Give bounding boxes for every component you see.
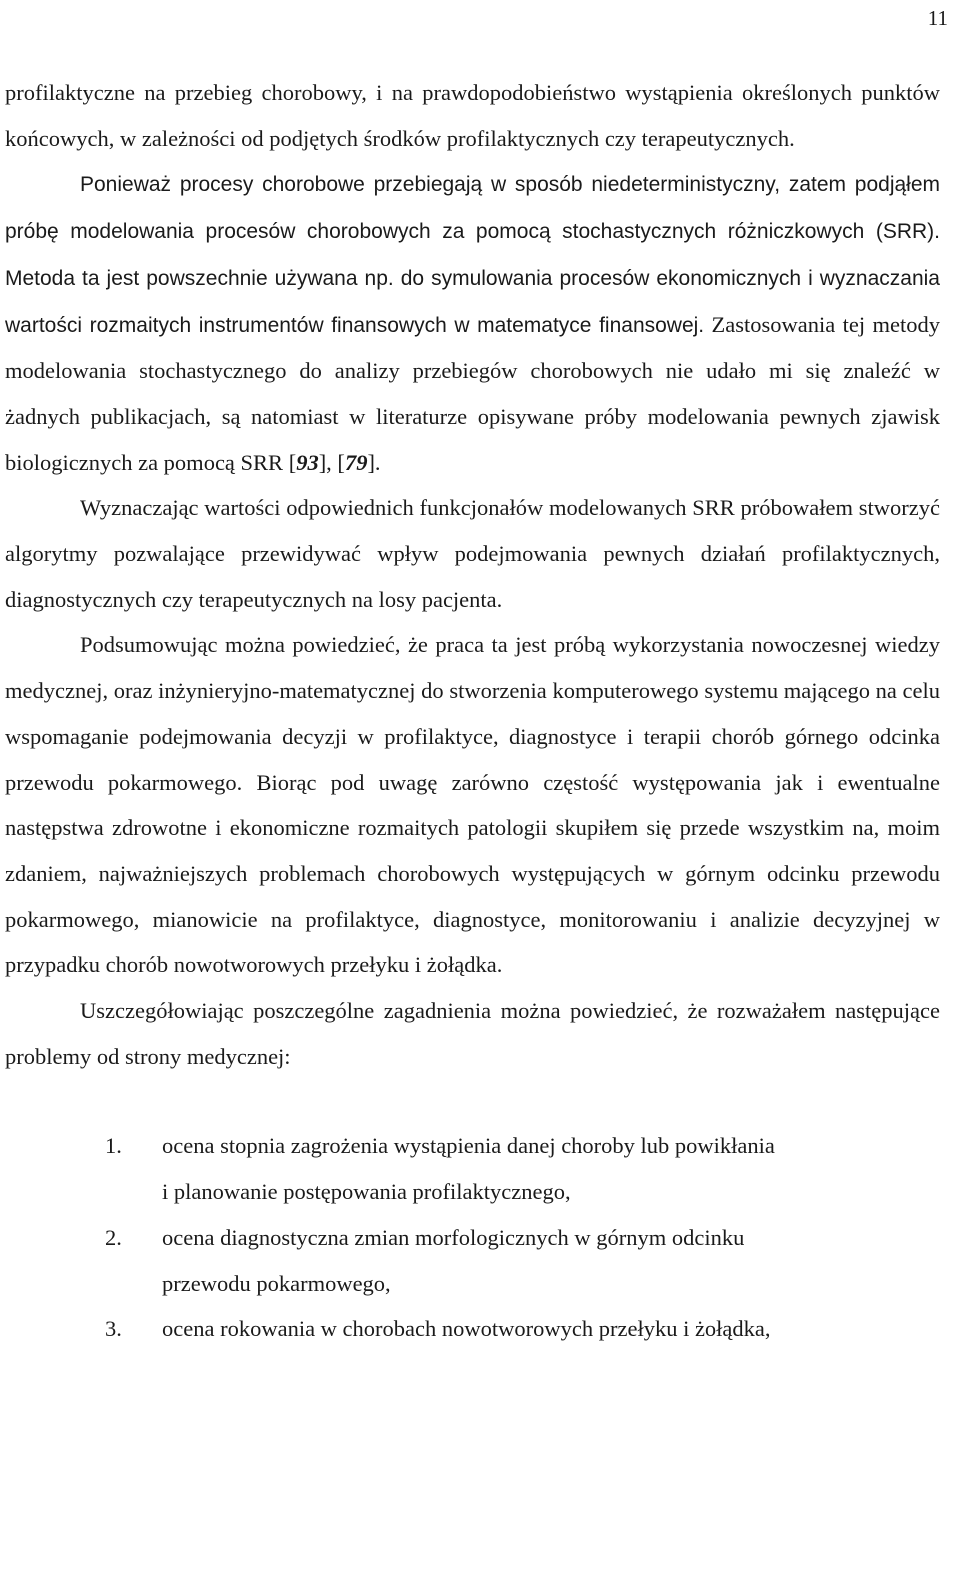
paragraph-continuation: profilaktyczne na przebieg chorobowy, i na prawdopodobieństwo wystąpienia określonych punktów końcowych, w zależności od podjętych środków profilaktycznych czy terapeutycznych. <box>5 80 940 151</box>
list-item <box>5 1123 940 1214</box>
paragraph-srr-method <box>5 161 940 485</box>
page-number: 11 <box>927 6 948 30</box>
document-body <box>5 70 940 1352</box>
list-item-text: ocena rokowania w chorobach nowotworowych przełyku i żołądka, <box>162 1316 771 1342</box>
list-item-number: 1. <box>105 1133 122 1159</box>
citation-end: ]. <box>367 449 381 475</box>
paragraph-summary: Podsumowując można powiedzieć, że praca ta jest próbą wykorzystania nowoczesnej wiedzy medycznej, oraz inżynieryjno-matematycznej do stworzenia komputerowego systemu mającego na celu wspomaganie podejmowania decyzji w profilaktyce, diagnostyce i terapii chorób górnego odcinka przewodu pokarmowego. Biorąc pod uwagę zarówno częstość występowania jak i ewentualne następstwa zdrowotne i ekonomiczne rozmaitych patologii skupiłem się przede wszystkim na, moim zdaniem, najważniejszych problemach chorobowych występujących w górnym odcinku przewodu pokarmowego, mianowicie na profilaktyce, diagnostyce, monitorowaniu i analizie decyzyjnej w przypadku chorób nowotworowych przełyku i żołądka. <box>5 632 940 978</box>
list-item-text: ocena diagnostyczna zmian morfologicznych w górnym odcinku <box>162 1224 745 1250</box>
citation-ref: 93 <box>296 449 319 475</box>
list-item-number: 3. <box>105 1316 122 1342</box>
paragraph-functionals: Wyznaczając wartości odpowiednich funkcjonałów modelowanych SRR próbowałem stworzyć algorytmy pozwalające przewidywać wpływ podejmowania pewnych działań profilaktycznych, diagnostycznych czy terapeutycznych na losy pacjenta. <box>5 495 940 612</box>
list-item-text: przewodu pokarmowego, <box>162 1270 391 1296</box>
list-item <box>5 1215 940 1306</box>
citation-separator: ], [ <box>318 449 345 475</box>
paragraph-problems-intro: Uszczegółowiając poszczególne zagadnienia można powiedzieć, że rozważałem następujące problemy od strony medycznej: <box>5 998 940 1069</box>
spacer <box>5 1079 940 1123</box>
paragraph-srr-method-text: Zastosowania tej metody modelowania stochastycznego do analizy przebiegów chorobowych nie udało mi się znaleźć w żadnych publikacjach, są natomiast w literaturze opisywane próby modelowania pewnych zjawisk biologicznych za pomocą SRR [ <box>5 311 941 475</box>
list-item-text: i planowanie postępowania profilaktycznego, <box>162 1179 571 1205</box>
list-item-text: ocena stopnia zagrożenia wystąpienia danej choroby lub powikłania <box>162 1133 775 1159</box>
list-item-number: 2. <box>105 1224 122 1250</box>
problems-list <box>5 1123 940 1352</box>
list-item <box>5 1306 940 1352</box>
citation-ref: 79 <box>344 449 368 475</box>
paragraph-srr-method-sans-text: Ponieważ procesy chorobowe przebiegają w sposób niedeterministyczny, zatem podjąłem próbę modelowania procesów chorobowych za pomocą stochastycznych różniczkowych (SRR). Metoda ta jest powszechnie używana np. do symulowania procesów ekonomicznych i wyznaczania wartości rozmaitych instrumentów finansowych w matematyce finansowej. <box>5 173 940 337</box>
